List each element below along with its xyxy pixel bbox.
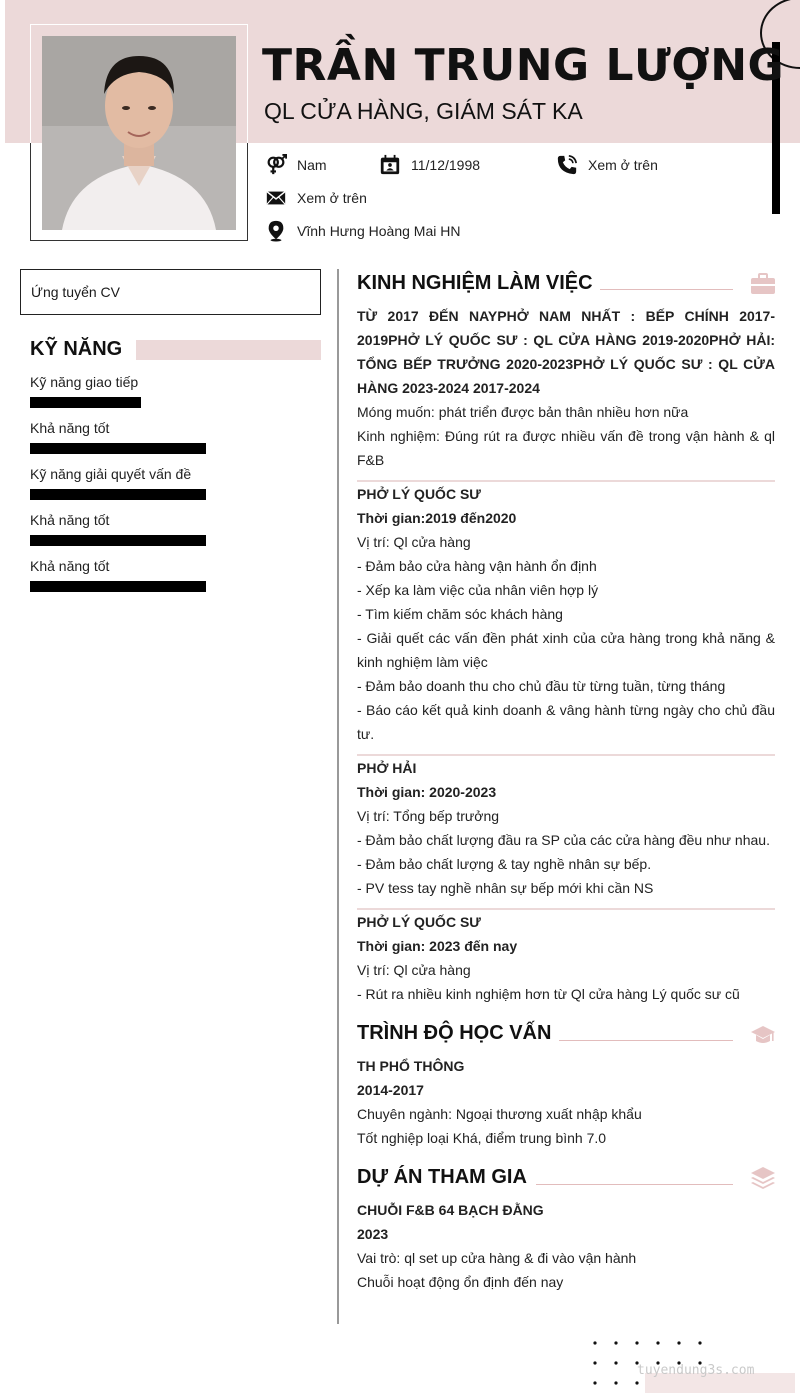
section-line: [600, 289, 733, 290]
gender-icon: [265, 154, 287, 176]
job-line: - Đảm bảo cửa hàng vận hành ổn định: [357, 558, 597, 574]
project-year: 2023: [357, 1226, 389, 1242]
experience-title: KINH NGHIỆM LÀM VIỆC: [357, 272, 593, 294]
job-time: Thời gian: 2023 đến nay: [357, 938, 518, 954]
email-icon: [265, 187, 287, 209]
job-time: Thời gian: 2020-2023: [357, 784, 497, 800]
briefcase-icon: [750, 272, 776, 296]
job-company: PHỞ HẢI: [357, 760, 417, 776]
location-pin-icon: [265, 220, 287, 242]
gender-info: [265, 154, 327, 176]
apply-position: Ứng tuyển CV: [20, 269, 321, 315]
section-line: [536, 1184, 733, 1185]
address-value: Vĩnh Hưng Hoàng Mai HN: [297, 223, 461, 239]
job-line: - Rút ra nhiều kinh nghiệm hơn từ Ql cửa hàng Lý quốc sư cũ: [357, 986, 740, 1002]
job-line: - Tìm kiếm chăm sóc khách hàng: [357, 606, 563, 622]
skill-level-bar: [30, 581, 206, 592]
skill-name: Khả năng tốt: [30, 512, 110, 528]
skill-name: Kỹ năng giải quyết vấn đề: [30, 466, 192, 482]
skills-title: KỸ NĂNG: [30, 338, 123, 360]
project-name: CHUỖI F&B 64 BẠCH ĐẰNG: [357, 1202, 544, 1218]
email-info: [265, 187, 367, 209]
avatar: [42, 36, 236, 230]
job-company: PHỞ LÝ QUỐC SƯ: [357, 486, 481, 502]
job-line: - Đảm bảo chất lượng & tay nghề nhân sự bếp.: [357, 856, 652, 872]
watermark-text: tuyendung3s.com: [637, 1363, 755, 1378]
column-divider: [337, 269, 339, 1324]
layers-icon: [750, 1166, 776, 1190]
job-line: - Báo cáo kết quả kinh doanh & vâng hành từng ngày cho chủ đầu tư.: [357, 702, 775, 742]
education-line: Tốt nghiệp loại Khá, điểm trung bình 7.0: [357, 1130, 607, 1146]
skill-level-bar: [30, 535, 206, 546]
gender-value: Nam: [297, 157, 327, 173]
calendar-icon: [379, 154, 401, 176]
job-line: Vị trí: Ql cửa hàng: [357, 534, 471, 550]
graduation-cap-icon: [750, 1023, 776, 1047]
email-value: Xem ở trên: [297, 190, 367, 206]
education-years: 2014-2017: [357, 1082, 424, 1098]
section-line: [559, 1040, 733, 1041]
job-company: PHỞ LÝ QUỐC SƯ: [357, 914, 481, 930]
job-line: Vị trí: Ql cửa hàng: [357, 962, 471, 978]
education-line: Chuyên ngành: Ngoại thương xuất nhập khẩu: [357, 1106, 642, 1122]
candidate-role: QL CỬA HÀNG, GIÁM SÁT KA: [264, 98, 583, 124]
education-school: TH PHỔ THÔNG: [357, 1058, 465, 1074]
experience-summary-line: Móng muốn: phát triển được bản thân nhiều hơn nữa: [357, 404, 689, 420]
project-line: Chuỗi hoạt động ổn định đến nay: [357, 1274, 564, 1290]
projects-title: DỰ ÁN THAM GIA: [357, 1166, 527, 1188]
job-time: Thời gian:2019 đến2020: [357, 510, 517, 526]
job-line: - Đảm bảo doanh thu cho chủ đầu từ từng tuần, từng tháng: [357, 678, 726, 694]
job-line: Vị trí: Tổng bếp trưởng: [357, 808, 500, 824]
job-line: - Đảm bảo chất lượng đầu ra SP của các cửa hàng đều như nhau.: [357, 832, 770, 848]
address-info: [265, 220, 460, 242]
job-line: - Giải quết các vấn đền phát xinh của cửa hàng trong khả năng & kinh nghiệm làm việc: [357, 630, 775, 670]
skill-name: Kỹ năng giao tiếp: [30, 374, 139, 390]
birthday-value: 11/12/1998: [411, 157, 481, 173]
skill-level-bar: [30, 397, 141, 408]
skill-level-bar: [30, 443, 206, 454]
candidate-name: TRẦN TRUNG LƯỢNG: [262, 40, 785, 91]
skill-level-bar: [30, 489, 206, 500]
experience-summary-line: Kinh nghiệm: Đúng rút ra được nhiều vấn đề trong vận hành & ql F&B: [357, 428, 775, 468]
job-line: - PV tess tay nghề nhân sự bếp mới khi cần NS: [357, 880, 654, 896]
job-line: - Xếp ka làm việc của nhân viên hợp lý: [357, 582, 599, 598]
project-line: Vai trò: ql set up cửa hàng & đi vào vận hành: [357, 1250, 637, 1266]
phone-value: Xem ở trên: [588, 157, 658, 173]
birthday-info: [379, 154, 480, 176]
phone-icon: [556, 154, 578, 176]
skills-title-decoration: [136, 340, 321, 360]
phone-info: [556, 154, 658, 176]
skill-name: Khả năng tốt: [30, 420, 110, 436]
skill-name: Khả năng tốt: [30, 558, 110, 574]
experience-summary-heading: TỪ 2017 ĐẾN NAYPHỞ NAM NHẤT : BẾP CHÍNH 2017-2019PHỞ LÝ QUỐC SƯ : QL CỬA HÀNG 2019-2020PHỞ HẢI: TỔNG BẾP TRƯỞNG 2020-2023PHỞ LÝ QUỐC SƯ : QL CỬA HÀNG 2023-2024 2017-2024: [357, 308, 775, 396]
education-title: TRÌNH ĐỘ HỌC VẤN: [357, 1022, 552, 1044]
